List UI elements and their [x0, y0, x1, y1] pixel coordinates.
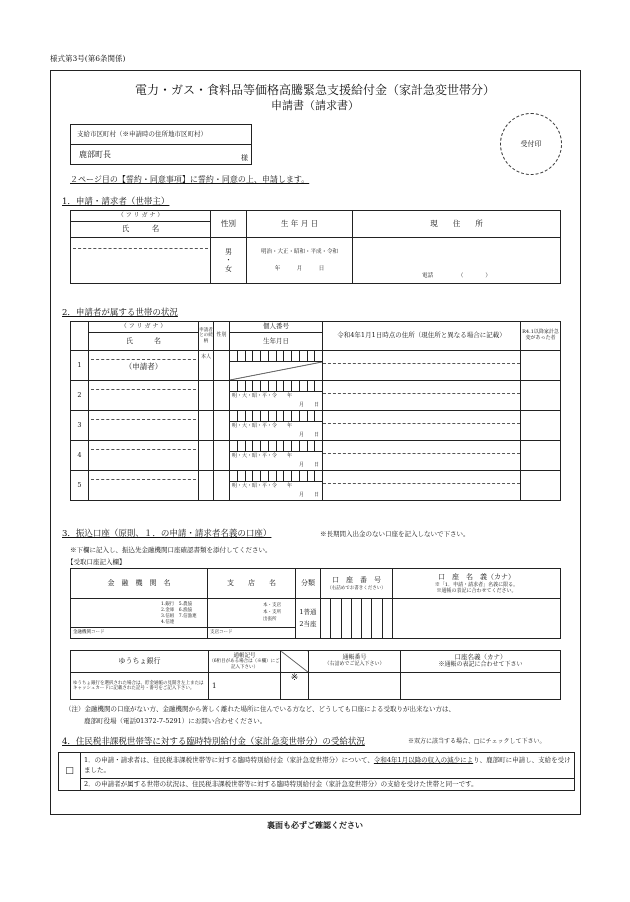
hh-relation-field[interactable] [199, 381, 214, 411]
hh-gender-field[interactable] [214, 471, 230, 501]
hh-personal-no-header: 個人番号 [230, 322, 323, 333]
hh-address-field[interactable] [323, 351, 521, 381]
hh-relation-field[interactable] [199, 471, 214, 501]
household-row [71, 471, 561, 501]
household-row [71, 381, 561, 411]
yucho-symbol-field[interactable] [209, 673, 281, 700]
benefit-line-1: 1．の申請・請求者は、住民税非課税世帯等に対する臨時特別給付金（家計急変世帯分）について、令和4年1月以降の収入の減少により、鹿部町に申請し、支給を受けました。 [81, 753, 575, 779]
hh-address-field[interactable] [323, 441, 521, 471]
symbol-prefix: 1 [212, 681, 217, 690]
form-title: 電力・ガス・食料品等価格高騰緊急支援給付金（家計急変世帯分） [134, 83, 495, 97]
hh-relation-header: 申請者との続柄 [199, 322, 214, 351]
bank-type-list: 1.銀行 5.農協 2.金庫 6.漁協 3.信組 7.信漁連 4.信連 [161, 602, 197, 625]
hh-dob-md: 月 日 [298, 402, 319, 408]
hh-relation-field[interactable] [199, 351, 214, 381]
dob-field[interactable] [247, 238, 353, 284]
yucho-note: ゆうちょ銀行を選択された場合は、貯金通帳の見開き左上またはキャッシュカードに記載された記号・番号をご記入下さい。 [71, 673, 209, 700]
pledge-text: ２ページ目の【誓約・同意事項】に誓約・同意の上、申請します。 [70, 175, 310, 184]
section4-note: ※双方に該当する場合、□にチェックして下さい。 [408, 738, 546, 745]
holder-note-2: ※通帳の表記に合わせてください。 [436, 587, 517, 594]
hh-income-field[interactable] [521, 351, 561, 381]
household-table [70, 321, 561, 501]
gender-dot: ・ [225, 256, 232, 265]
yucho-extra-field[interactable] [281, 673, 309, 700]
hh-gender-field[interactable] [214, 351, 230, 381]
name-header: 氏 名 [71, 222, 211, 238]
account-type-header: 分類 [296, 569, 321, 599]
hh-name-field[interactable] [89, 351, 199, 381]
acct-no-label: 口 座 番 号 [332, 575, 381, 584]
sama-suffix: 様 [241, 153, 248, 162]
row-number: 3 [71, 411, 89, 441]
yucho-number-field[interactable] [309, 673, 401, 700]
number-label: 通帳番号 [342, 654, 367, 662]
household-row [71, 411, 561, 441]
mayor-name: 鹿部町長 [79, 149, 111, 159]
section4-title: 4．住民税非課税世帯等に対する臨時特別給付金（家計急変世帯分）の受給状況 [62, 737, 365, 747]
honnin-label: 本人 [200, 354, 211, 360]
applicant-table [70, 210, 561, 284]
hh-income-field[interactable] [521, 441, 561, 471]
hh-dob-header: 生年月日 [230, 333, 323, 351]
hh-income-field[interactable] [521, 411, 561, 441]
kome-mark: ※ [290, 673, 299, 683]
hh-gender-field[interactable] [214, 411, 230, 441]
yucho-symbol-header [209, 651, 281, 673]
gender-male: 男 [225, 248, 232, 257]
address-field[interactable] [353, 238, 561, 284]
receipt-stamp-label: 受付印 [520, 140, 542, 148]
account-digit-cell[interactable] [351, 599, 361, 638]
hh-income-field[interactable] [521, 471, 561, 501]
household-row [71, 351, 561, 381]
benefit-table [58, 752, 575, 791]
dob-ymd: 年 月 日 [274, 265, 325, 272]
section1-title: 1．申請・請求者（世帯主） [62, 197, 170, 207]
municipality-box [70, 124, 252, 165]
hh-dob-eras: 明・大・昭・平・令 年 [232, 453, 293, 459]
municipality-label: 支給市区町村（※申請時の住所地市区町村） [71, 125, 252, 145]
holder-label: 口 座 名 義（カナ） [438, 572, 515, 581]
section3-note: ※長期間入出金のない口座を記入しないで下さい。 [320, 530, 470, 538]
hh-personal-no-field[interactable] [230, 381, 323, 411]
account-section-label: 【受取口座記入欄】 [67, 558, 126, 566]
number-note: （右詰めでご記入下さい） [324, 661, 385, 668]
hh-dob-eras: 明・大・昭・平・令 年 [232, 483, 293, 489]
account-digit-cell[interactable] [330, 599, 340, 638]
branch-type-list: 本・支店 本・支所 出張所 [263, 603, 281, 622]
account-holder-header [393, 569, 561, 599]
form-subtitle: 申請書（請求書） [271, 99, 359, 112]
hh-income-header: R4.1以降家計急変があった者 [521, 322, 561, 351]
hh-dob-md: 月 日 [298, 462, 319, 468]
account-number-header [321, 569, 393, 599]
phone-label: 電話 （ ） [422, 272, 491, 279]
yucho-header: ゆうちょ銀行 [71, 651, 209, 673]
hh-dob-eras: 明・大・昭・平・令 年 [232, 393, 293, 399]
hh-address-field[interactable] [323, 471, 521, 501]
hh-dob-eras: 明・大・昭・平・令 年 [232, 423, 293, 429]
account-digit-cell[interactable] [341, 599, 351, 638]
hh-address-field[interactable] [323, 381, 521, 411]
row-number: 2 [71, 381, 89, 411]
dob-eras: 明治・大正・昭和・平成・令和 [260, 249, 338, 256]
row-number: 4 [71, 441, 89, 471]
hh-name-header: 氏 名 [89, 333, 199, 351]
yucho-table [70, 650, 561, 700]
row-number: 5 [71, 471, 89, 501]
hh-personal-no-field[interactable] [230, 351, 323, 381]
hh-relation-field[interactable] [199, 411, 214, 441]
holder-note-1: ※「1．申請・請求者」名義に限る。 [434, 581, 519, 588]
yucho-holder-note: ※通帳の表記に合わせて下さい [438, 660, 523, 668]
hh-gender-field[interactable] [214, 441, 230, 471]
hh-gender-header: 性別 [214, 322, 230, 351]
benefit-line-2: 2．の申請者が属する世帯の状況は、住民税非課税世帯等に対する臨時特別給付金（家計急変世帯分）の支給を受けた世帯と同一です。 [81, 779, 575, 791]
mayor-field[interactable] [71, 145, 252, 165]
hh-income-field[interactable] [521, 381, 561, 411]
address-header: 現 住 所 [353, 211, 561, 238]
bank-code-label: 金融機関コード [73, 630, 105, 635]
branch-code-label: 支店コード [210, 630, 233, 635]
row-number: 1 [71, 351, 89, 381]
hh-relation-field[interactable] [199, 441, 214, 471]
yucho-holder-label: 口座名義（カナ） [454, 653, 507, 662]
footnote-2: 鹿部町役場（電話01372-7-5291）にお問い合わせください。 [84, 717, 267, 725]
yucho-diagonal [281, 651, 309, 673]
hh-personal-no-field[interactable] [230, 441, 323, 471]
yucho-holder-header [401, 651, 561, 673]
symbol-label: 通帳記号 [233, 653, 256, 660]
hh-name-field[interactable] [89, 411, 199, 441]
applicant-name-field[interactable] [71, 238, 211, 284]
furigana-header: （ フ リ ガ ナ ） [71, 211, 211, 222]
acct-no-note: （右詰めでお書きください） [327, 585, 386, 591]
bank-name-header: 金 融 機 関 名 [71, 569, 208, 599]
account-digit-cell[interactable] [361, 599, 371, 638]
applicant-marker: （申請者） [124, 362, 163, 371]
footnote-1: （注）金融機関の口座がない方、金融機関から著しく離れた場所に住んでいる方など、どうしても口座による受取りが出来ない方は、 [65, 705, 455, 713]
hh-dob-md: 月 日 [298, 492, 319, 498]
yucho-holder-field[interactable] [401, 673, 561, 700]
branch-name-field[interactable] [208, 599, 296, 639]
hh-address-header: 令和4年1月1日時点の住所（現住所と異なる場合に記載） [323, 322, 521, 351]
yucho-number-header [309, 651, 401, 673]
hh-personal-no-field[interactable] [230, 411, 323, 441]
account-type-field[interactable]: 1普通 2当座 [296, 599, 321, 639]
gender-female: 女 [225, 264, 232, 273]
account-digit-cell[interactable] [371, 599, 381, 638]
gender-header: 性別 [211, 211, 247, 238]
account-number-field[interactable] [321, 599, 393, 639]
branch-name-header: 支 店 名 [208, 569, 296, 599]
dob-header: 生 年 月 日 [247, 211, 353, 238]
attach-note: ※下欄に記入し、振込先金融機関口座確認書類を添付してください。 [70, 546, 272, 554]
honnin-diagonal [230, 362, 322, 380]
form-number: 様式第3号(第6条関係) [50, 54, 126, 63]
hh-name-field[interactable] [89, 471, 199, 501]
section3-title: 3．振込口座（原則、１．の申請・請求者名義の口座） [62, 529, 272, 539]
hh-name-field[interactable] [89, 381, 199, 411]
hh-personal-no-field[interactable] [230, 471, 323, 501]
benefit-checkbox[interactable]: □ [59, 753, 81, 791]
account-digit-cell[interactable] [382, 599, 392, 638]
bank-name-field[interactable] [71, 599, 208, 639]
hh-dob-md: 月 日 [298, 432, 319, 438]
back-side-note: 裏面も必ずご確認ください [267, 821, 363, 830]
hh-gender-field[interactable] [214, 381, 230, 411]
account-holder-field[interactable] [393, 599, 561, 639]
household-row [71, 441, 561, 471]
hh-name-field[interactable] [89, 441, 199, 471]
symbol-note: （6桁目がある場合は（※欄）にご記入下さい） [209, 659, 280, 670]
section2-title: 2．申請者が属する世帯の状況 [62, 308, 178, 318]
bank-table [70, 568, 561, 639]
hh-furigana-header: （ フ リ ガ ナ ） [89, 322, 199, 333]
account-digit-cell[interactable] [321, 599, 330, 638]
gender-field[interactable] [211, 238, 247, 284]
hh-address-field[interactable] [323, 411, 521, 441]
